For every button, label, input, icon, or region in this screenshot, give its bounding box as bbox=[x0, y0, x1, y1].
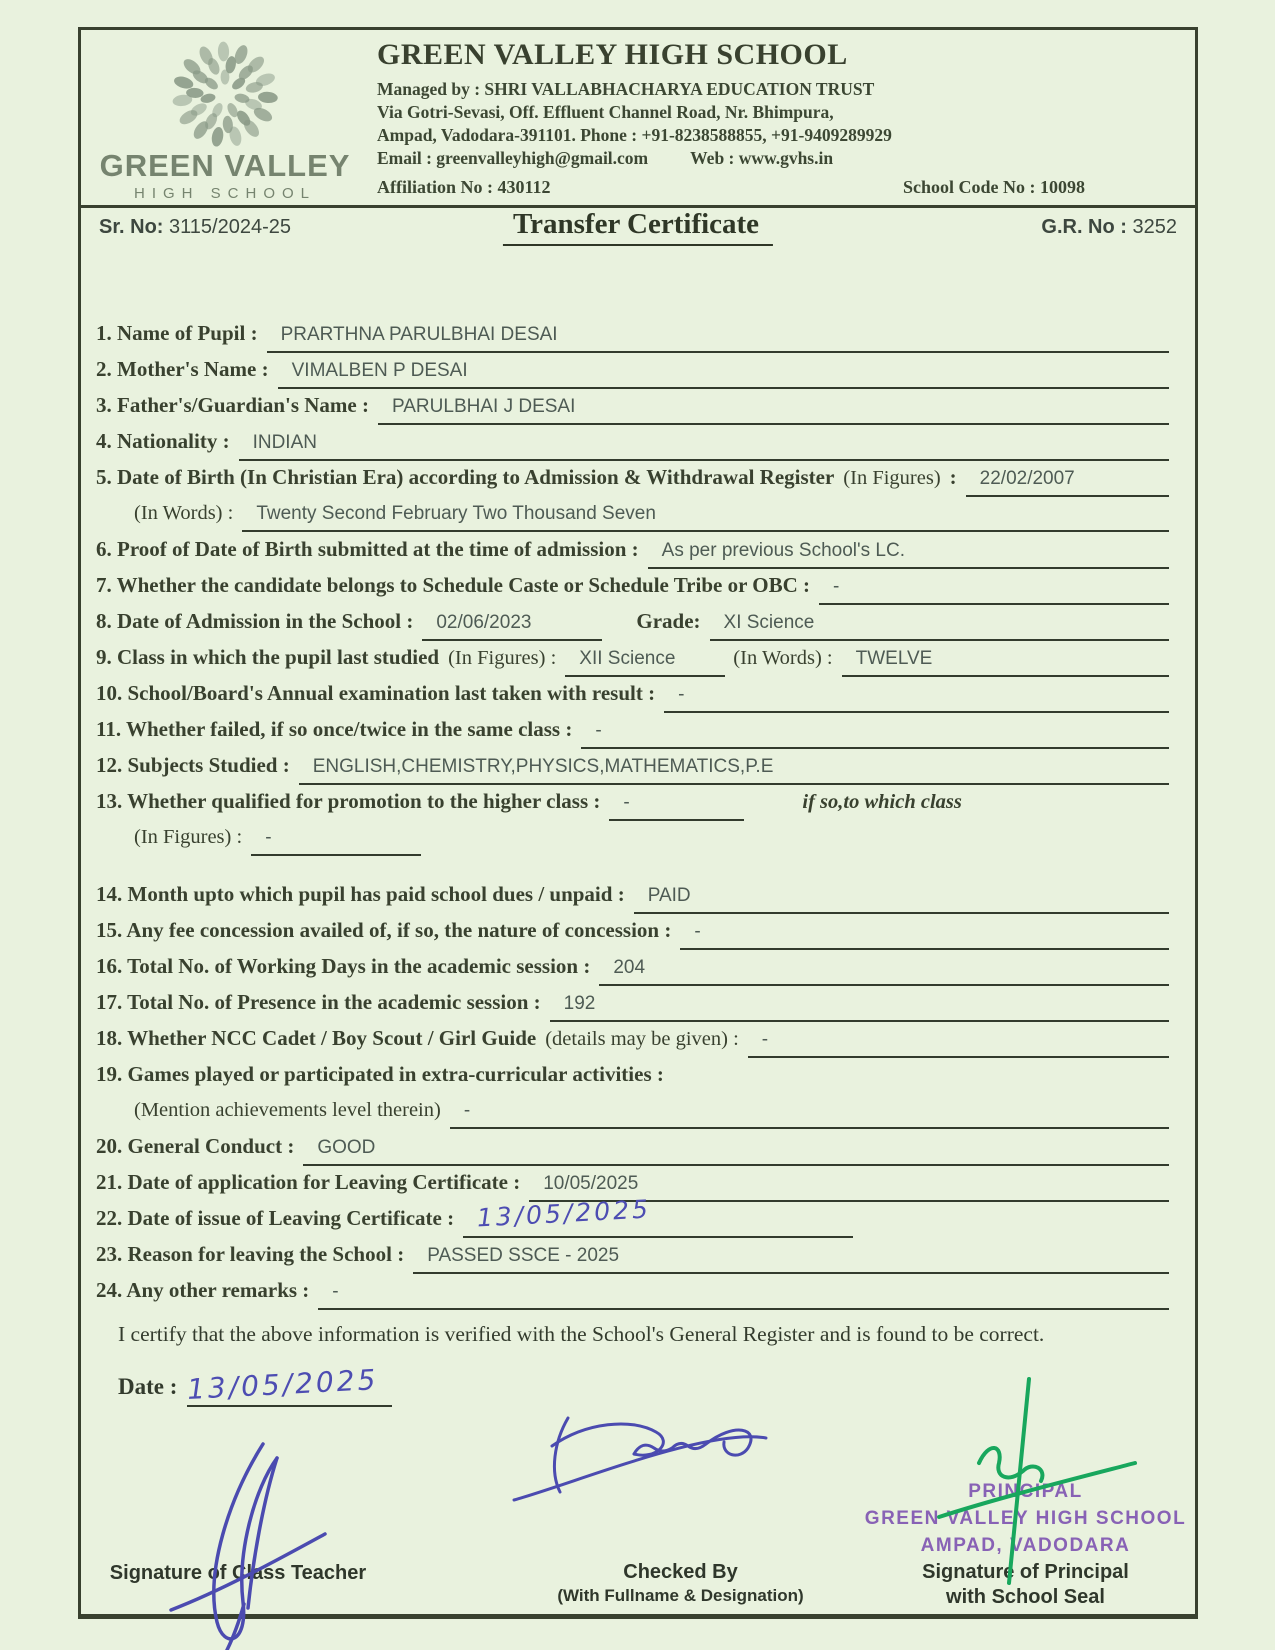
checked-by-label bbox=[533, 1560, 828, 1608]
address-line-2: Ampad, Vadodara-391101. Phone : +91-8238588855, +91-9409289929 bbox=[377, 125, 892, 145]
field-row bbox=[96, 918, 1169, 954]
school-logo bbox=[95, 34, 355, 202]
field-row bbox=[96, 681, 1169, 717]
stamp-line-principal: PRINCIPAL bbox=[968, 1481, 1083, 1502]
principal-signature-label bbox=[833, 1560, 1218, 1610]
field-value: 10/05/2025 bbox=[529, 1173, 1169, 1202]
field-label: 2. Mother's Name : bbox=[96, 357, 269, 381]
school-name: GREEN VALLEY HIGH SCHOOL bbox=[377, 38, 848, 71]
field-value: PASSED SSCE - 2025 bbox=[413, 1245, 1169, 1274]
field-row bbox=[96, 357, 1169, 393]
field-value: - bbox=[450, 1100, 1169, 1129]
field-row bbox=[96, 429, 1169, 465]
school-code-no: School Code No : 10098 bbox=[902, 177, 1085, 197]
certificate-border-box bbox=[78, 27, 1198, 1619]
school-info bbox=[377, 38, 1177, 198]
field-label: 3. Father's/Guardian's Name : bbox=[96, 393, 369, 417]
stamp-line-school: GREEN VALLEY HIGH SCHOOL bbox=[864, 1508, 1187, 1529]
field-label: 24. Any other remarks : bbox=[96, 1278, 310, 1302]
field-value: - bbox=[680, 921, 1169, 950]
field-row bbox=[96, 717, 1169, 753]
field-label: 19. Games played or participated in extra-curricular activities : bbox=[96, 1062, 664, 1086]
field-label: 16. Total No. of Working Days in the academic session : bbox=[96, 954, 591, 978]
checked-by-subtitle: (With Fullname & Designation) bbox=[557, 1586, 804, 1605]
field-value: - bbox=[609, 792, 744, 821]
web-text: Web : www.gvhs.in bbox=[690, 148, 834, 168]
field-label-plain: (details may be given) : bbox=[545, 1028, 739, 1050]
field-row bbox=[96, 1242, 1169, 1278]
field-value: ENGLISH,CHEMISTRY,PHYSICS,MATHEMATICS,P.E bbox=[299, 756, 1169, 785]
field-row bbox=[96, 501, 1169, 537]
handwritten-date: 13/05/2025 bbox=[186, 1363, 380, 1406]
address-line-1: Via Gotri-Sevasi, Off. Effluent Channel Road, Nr. Bhimpura, bbox=[377, 102, 834, 122]
field-value: - bbox=[748, 1029, 1169, 1058]
gr-number-label: G.R. No : bbox=[1041, 216, 1127, 238]
class-teacher-signature-label: Signature of Class Teacher bbox=[109, 1562, 367, 1584]
field-value bbox=[463, 1194, 853, 1238]
field-value: VIMALBEN P DESAI bbox=[278, 360, 1169, 389]
field-row bbox=[96, 393, 1169, 429]
handwritten-value: 13/05/2025 bbox=[476, 1194, 652, 1233]
field-label: 9. Class in which the pupil last studied bbox=[96, 645, 440, 669]
field-row bbox=[96, 609, 1169, 645]
document-title: Transfer Certificate bbox=[503, 208, 773, 246]
field-row bbox=[96, 753, 1169, 789]
field-label: 10. School/Board's Annual examination last taken with result : bbox=[96, 681, 656, 705]
field-row bbox=[96, 990, 1169, 1026]
principal-label-line-2: with School Seal bbox=[946, 1586, 1105, 1608]
field-value: PAID bbox=[634, 885, 1169, 914]
email-text: Email : greenvalleyhigh@gmail.com bbox=[377, 148, 649, 168]
field-row bbox=[96, 1026, 1169, 1062]
checked-by-signature bbox=[508, 1398, 773, 1513]
school-seal-stamp bbox=[833, 1478, 1218, 1559]
field-value: Twenty Second February Two Thousand Seven bbox=[242, 503, 1169, 532]
logo-subtitle: HIGH SCHOOL bbox=[133, 185, 316, 202]
field-label: 13. Whether qualified for promotion to the higher class : bbox=[96, 789, 601, 813]
field-label: 8. Date of Admission in the School : bbox=[96, 609, 414, 633]
field-label: 11. Whether failed, if so once/twice in the same class : bbox=[96, 717, 573, 741]
checked-by-title: Checked By bbox=[623, 1561, 738, 1583]
field-value: 22/02/2007 bbox=[966, 468, 1169, 497]
affiliation-no: Affiliation No : 430112 bbox=[377, 177, 551, 197]
field-label-plain: (In Figures) : bbox=[134, 826, 243, 848]
serial-number bbox=[99, 216, 291, 239]
field-row bbox=[96, 1134, 1169, 1170]
gr-number bbox=[1041, 216, 1177, 239]
field-note-italic: if so,to which class bbox=[802, 791, 962, 813]
field-value: XI Science bbox=[710, 612, 1169, 641]
field-value: - bbox=[581, 720, 1169, 749]
field-row bbox=[96, 321, 1169, 357]
principal-label-line-1: Signature of Principal bbox=[922, 1561, 1129, 1583]
affiliation-row bbox=[377, 177, 1177, 198]
field-value: 192 bbox=[550, 993, 1169, 1022]
certificate-header bbox=[81, 30, 1195, 208]
field-label: 20. General Conduct : bbox=[96, 1134, 295, 1158]
field-value: PARULBHAI J DESAI bbox=[378, 396, 1169, 425]
field-label: 5. Date of Birth (In Christian Era) according to Admission & Withdrawal Register bbox=[96, 465, 835, 489]
field-row bbox=[96, 954, 1169, 990]
field-value: - bbox=[664, 684, 1169, 713]
email-web-line bbox=[377, 148, 1177, 169]
field-value: 204 bbox=[599, 957, 1169, 986]
certificate-fields bbox=[96, 321, 1169, 1314]
field-value: 02/06/2023 bbox=[422, 612, 602, 641]
field-value: XII Science bbox=[565, 648, 725, 677]
field-value: INDIAN bbox=[239, 432, 1169, 461]
field-label: 22. Date of issue of Leaving Certificate : bbox=[96, 1206, 455, 1230]
gr-number-value: 3252 bbox=[1132, 216, 1177, 238]
field-row bbox=[96, 789, 1169, 825]
field-row bbox=[96, 825, 1169, 861]
field-row bbox=[96, 537, 1169, 573]
field-row bbox=[96, 882, 1169, 918]
field-label-plain: (In Words) : bbox=[733, 647, 833, 669]
field-value: GOOD bbox=[303, 1137, 1169, 1166]
field-row bbox=[96, 465, 1169, 501]
field-label: 21. Date of application for Leaving Certificate : bbox=[96, 1170, 521, 1194]
logo-title: GREEN VALLEY bbox=[99, 148, 351, 183]
school-logo-burst-icon bbox=[161, 34, 289, 156]
field-label: 15. Any fee concession availed of, if so, the nature of concession : bbox=[96, 918, 672, 942]
field-row bbox=[96, 1098, 1169, 1134]
field-label: 23. Reason for leaving the School : bbox=[96, 1242, 405, 1266]
certification-statement: I certify that the above information is verified with the School's General Register and is found to be correct. bbox=[118, 1322, 1045, 1346]
field-label: 7. Whether the candidate belongs to Schedule Caste or Schedule Tribe or OBC : bbox=[96, 573, 811, 597]
field-label: 4. Nationality : bbox=[96, 429, 230, 453]
title-row bbox=[97, 208, 1179, 258]
field-row bbox=[96, 645, 1169, 681]
field-value: PRARTHNA PARULBHAI DESAI bbox=[267, 324, 1169, 353]
field-label-plain: (In Figures) : bbox=[448, 647, 557, 669]
issue-date-row bbox=[118, 1363, 392, 1407]
date-underline bbox=[186, 1363, 392, 1407]
managed-by-line: Managed by : SHRI VALLABHACHARYA EDUCATION TRUST bbox=[377, 79, 875, 99]
field-label: 18. Whether NCC Cadet / Boy Scout / Girl Guide bbox=[96, 1026, 537, 1050]
field-row bbox=[96, 1062, 1169, 1098]
class-teacher-signature bbox=[151, 1440, 336, 1650]
field-label: 17. Total No. of Presence in the academic session : bbox=[96, 990, 541, 1014]
field-value: - bbox=[251, 827, 421, 856]
field-value: As per previous School's LC. bbox=[648, 540, 1169, 569]
field-row bbox=[96, 1194, 1169, 1242]
field-value: - bbox=[318, 1281, 1169, 1310]
serial-number-value: 3115/2024-25 bbox=[169, 216, 291, 238]
field-label: 1. Name of Pupil : bbox=[96, 321, 258, 345]
field-value: - bbox=[819, 576, 1169, 605]
field-label: Grade: bbox=[636, 609, 701, 633]
field-row bbox=[96, 1278, 1169, 1314]
stamp-line-place: AMPAD, VADODARA bbox=[920, 1535, 1131, 1556]
field-row bbox=[96, 573, 1169, 609]
date-label: Date : bbox=[118, 1374, 178, 1399]
field-value: TWELVE bbox=[842, 648, 1169, 677]
field-label: 14. Month upto which pupil has paid school dues / unpaid : bbox=[96, 882, 625, 906]
field-label: 12. Subjects Studied : bbox=[96, 753, 290, 777]
serial-number-label: Sr. No: bbox=[99, 216, 164, 238]
field-label-plain: (Mention achievements level therein) bbox=[134, 1099, 441, 1121]
field-label-plain: (In Figures) bbox=[843, 467, 941, 489]
field-label: 6. Proof of Date of Birth submitted at the time of admission : bbox=[96, 537, 639, 561]
field-label: : bbox=[949, 465, 957, 489]
field-label-plain: (In Words) : bbox=[134, 502, 234, 524]
